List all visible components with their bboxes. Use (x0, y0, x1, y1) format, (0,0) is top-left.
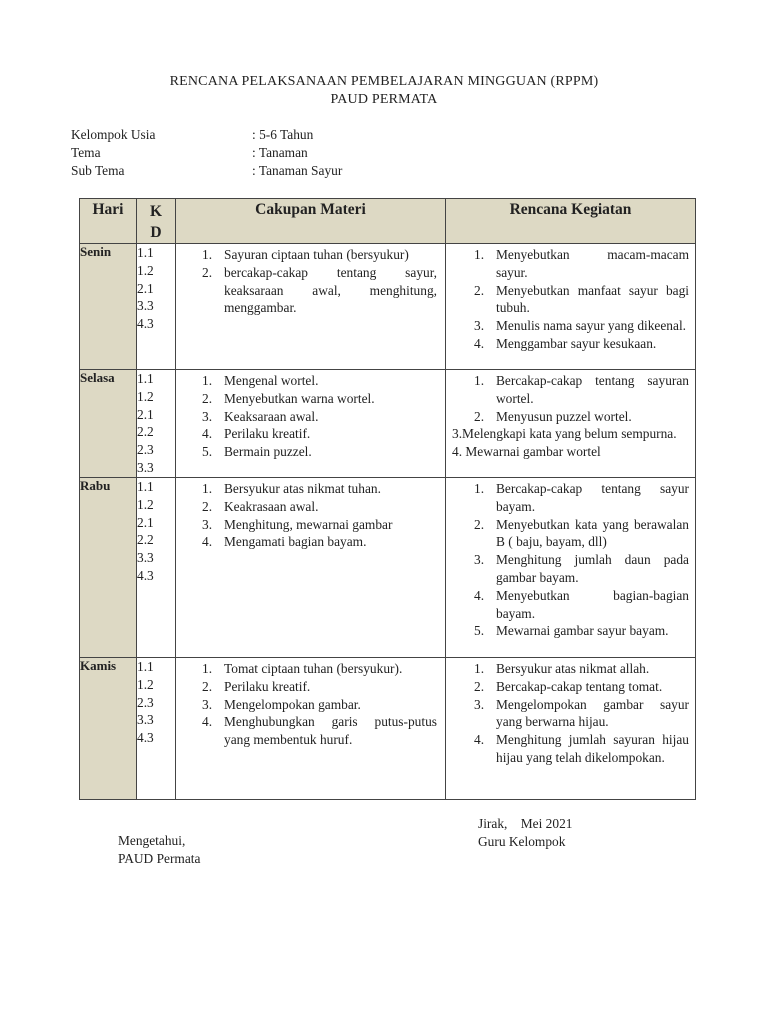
kd-code: 4.3 (137, 567, 154, 583)
cell-kegiatan (446, 370, 696, 478)
list-item-number: 4. (202, 534, 213, 550)
kd-code: 1.2 (137, 388, 154, 404)
list-item (446, 551, 695, 587)
kegiatan-list (446, 660, 695, 767)
list-item-number: 1. (474, 661, 485, 676)
list-item (446, 516, 695, 552)
list-item-number: 1. (202, 373, 213, 388)
kd-code: 1.1 (137, 245, 154, 260)
cell-materi (176, 478, 446, 658)
list-item (176, 246, 445, 264)
list-item-number: 1. (474, 373, 485, 388)
table-body (80, 244, 696, 800)
cell-kegiatan (446, 658, 696, 800)
kegiatan-extra-line: 3.Melengkapi kata yang belum sempurna. (452, 426, 677, 442)
kegiatan-extra-line: 4. Mewarnai gambar wortel (452, 444, 601, 460)
kd-code: 1.1 (137, 479, 154, 494)
list-item-number: 1. (202, 481, 213, 496)
cell-materi (176, 244, 446, 370)
list-item-text: Keakrasaan awal. (224, 498, 319, 514)
table-row (80, 370, 696, 478)
table-header-row (80, 199, 696, 244)
list-item (446, 408, 695, 426)
kd-code: 3.3 (137, 712, 154, 728)
list-item (446, 731, 695, 767)
list-item-text: Menulis nama sayur yang dikeenal. (496, 318, 687, 334)
table-row (80, 478, 696, 658)
list-item-text: Menyebutkan macam-macam sayur. (496, 247, 689, 280)
list-item-text: Bercakap-cakap tentang sayuran wortel. (496, 373, 689, 406)
list-item (176, 480, 445, 498)
list-item-text: Mengelompokan gambar. (224, 696, 361, 712)
list-item-number: 4. (474, 732, 485, 748)
list-item-number: 1. (202, 247, 213, 262)
signature-left (118, 832, 200, 868)
list-item-text: Menyebutkan bagian-bagian bayam. (496, 587, 689, 621)
list-item (446, 246, 695, 282)
kegiatan-list (446, 480, 695, 640)
kd-code: 3.3 (137, 459, 154, 475)
list-item-number: 3. (202, 516, 213, 532)
header-materi: Cakupan Materi (176, 199, 446, 244)
list-item-text: Keaksaraan awal. (224, 408, 319, 424)
cell-hari: Senin (80, 244, 137, 370)
list-item-number: 3. (202, 408, 213, 424)
list-item-number: 2. (474, 516, 485, 532)
list-item-text: Menghitung jumlah sayuran hijau hijau yang telah dikelompokan. (496, 732, 689, 765)
list-item (176, 425, 445, 443)
meta-value: : Tanaman (252, 145, 308, 160)
list-item (176, 390, 445, 408)
document-title: RENCANA PELAKSANAAN PEMBELAJARAN MINGGUAN (RPPM) (169, 74, 599, 89)
list-item-text: Menyebutkan manfaat sayur bagi tubuh. (496, 282, 689, 316)
cell-hari: Rabu (80, 478, 137, 658)
list-item (446, 335, 695, 353)
meta-value: : Tanaman Sayur (252, 163, 343, 178)
list-item-text: Mengamati bagian bayam. (224, 534, 367, 550)
list-item (176, 498, 445, 516)
kegiatan-list (446, 372, 695, 425)
list-item-text: Menghubungkan garis putus-putus yang membentuk huruf. (224, 714, 437, 748)
kd-code: 1.1 (137, 371, 154, 386)
list-item-text: Menyebutkan kata yang berawalan B ( baju, bayam, dll) (496, 516, 689, 550)
list-item-number: 2. (202, 264, 213, 280)
kd-code: 3.3 (137, 298, 154, 314)
cell-kd (137, 244, 176, 370)
list-item-number: 4. (202, 426, 213, 442)
header-kegiatan: Rencana Kegiatan (446, 199, 696, 244)
cell-materi (176, 370, 446, 478)
list-item (446, 678, 695, 696)
list-item-number: 5. (202, 444, 213, 460)
kd-code: 1.2 (137, 262, 154, 278)
list-item (446, 480, 695, 516)
list-item (176, 533, 445, 551)
header-hari: Hari (80, 199, 137, 244)
signature-right (478, 815, 572, 851)
list-item-text: Bersyukur atas nikmat allah. (496, 661, 650, 676)
list-item-text: Mengelompokan gambar sayur yang berwarna hijau. (496, 696, 689, 730)
list-item (176, 264, 445, 317)
kd-code: 2.1 (137, 406, 154, 422)
cell-kegiatan (446, 244, 696, 370)
list-item-number: 3. (474, 696, 485, 712)
cell-kd (137, 658, 176, 800)
kd-code: 2.1 (137, 280, 154, 296)
table-row (80, 244, 696, 370)
list-item-text: Menghitung jumlah daun pada gambar bayam. (496, 552, 689, 585)
list-item (176, 660, 445, 678)
signature-left-line: Mengetahui, (118, 833, 186, 848)
kd-code: 2.2 (137, 532, 154, 548)
list-item-number: 3. (474, 318, 485, 334)
kd-code: 1.2 (137, 676, 154, 692)
cell-kd (137, 478, 176, 658)
meta-row-kelompok-usia (71, 127, 342, 145)
list-item-text: bercakap-cakap tentang sayur, keaksaraan awal, menghitung, menggambar. (224, 264, 437, 316)
kd-code: 2.2 (137, 424, 154, 440)
meta-label: Sub Tema (71, 163, 125, 178)
list-item-number: 2. (202, 390, 213, 406)
list-item-number: 1. (202, 661, 213, 676)
document-subtitle: PAUD PERMATA (330, 92, 438, 107)
list-item-text: Perilaku kreatif. (224, 678, 311, 694)
meta-row-tema (71, 145, 342, 163)
list-item (176, 408, 445, 426)
list-item (176, 678, 445, 696)
materi-list (176, 480, 445, 551)
list-item-number: 2. (474, 408, 485, 424)
materi-list (176, 246, 445, 317)
header-kd-text: K D (149, 203, 163, 241)
document-meta (71, 127, 342, 181)
list-item (446, 622, 695, 640)
meta-label: Kelompok Usia (71, 127, 156, 142)
list-item-number: 4. (474, 587, 485, 603)
list-item (176, 372, 445, 390)
header-kd (137, 199, 176, 244)
materi-list (176, 372, 445, 461)
kd-code: 1.2 (137, 496, 154, 512)
list-item-text: Perilaku kreatif. (224, 426, 311, 442)
kegiatan-list (446, 246, 695, 353)
list-item (176, 696, 445, 714)
meta-value: : 5-6 Tahun (252, 127, 314, 142)
cell-kegiatan (446, 478, 696, 658)
list-item (446, 696, 695, 732)
list-item (446, 317, 695, 335)
list-item-number: 3. (474, 552, 485, 568)
list-item-text: Mewarnai gambar sayur bayam. (496, 623, 669, 639)
list-item (176, 713, 445, 749)
signature-right-line: Guru Kelompok (478, 834, 566, 849)
list-item-text: Menggambar sayur kesukaan. (496, 335, 657, 351)
list-item-text: Bermain puzzel. (224, 444, 312, 460)
list-item-number: 5. (474, 623, 485, 639)
cell-materi (176, 658, 446, 800)
list-item-text: Sayuran ciptaan tuhan (bersyukur) (224, 247, 409, 262)
kd-code: 4.3 (137, 730, 154, 746)
list-item-text: Tomat ciptaan tuhan (bersyukur). (224, 661, 403, 676)
kd-code: 2.3 (137, 442, 154, 458)
list-item-text: Menghitung, mewarnai gambar (224, 516, 393, 532)
cell-hari: Selasa (80, 370, 137, 478)
materi-list (176, 660, 445, 749)
list-item-number: 2. (202, 498, 213, 514)
list-item-number: 2. (202, 678, 213, 694)
list-item-number: 1. (474, 247, 485, 262)
rppm-table (79, 198, 696, 800)
list-item (176, 443, 445, 461)
signature-right-line: Jirak, Mei 2021 (478, 816, 573, 831)
list-item-number: 4. (202, 714, 213, 730)
list-item-number: 3. (202, 696, 213, 712)
list-item (446, 372, 695, 408)
list-item-text: Bercakap-cakap tentang tomat. (496, 678, 663, 694)
list-item-number: 4. (474, 335, 485, 351)
kd-code: 3.3 (137, 550, 154, 566)
signature-left-line: PAUD Permata (118, 851, 201, 866)
list-item (176, 516, 445, 534)
cell-kd (137, 370, 176, 478)
meta-label: Tema (71, 145, 101, 160)
list-item-text: Bersyukur atas nikmat tuhan. (224, 481, 381, 496)
list-item (446, 660, 695, 678)
list-item-text: Menyusun puzzel wortel. (496, 408, 632, 424)
list-item-number: 2. (474, 678, 485, 694)
list-item-text: Bercakap-cakap tentang sayur bayam. (496, 481, 689, 514)
meta-row-sub-tema (71, 163, 342, 181)
list-item-text: Mengenal wortel. (224, 373, 319, 388)
list-item-number: 1. (474, 481, 485, 496)
list-item (446, 282, 695, 318)
table-row (80, 658, 696, 800)
kd-code: 2.3 (137, 694, 154, 710)
kd-code: 1.1 (137, 659, 154, 674)
cell-hari: Kamis (80, 658, 137, 800)
list-item-text: Menyebutkan warna wortel. (224, 390, 375, 406)
kd-code: 2.1 (137, 514, 154, 530)
list-item-number: 2. (474, 282, 485, 298)
kd-code: 4.3 (137, 316, 154, 332)
list-item (446, 587, 695, 623)
